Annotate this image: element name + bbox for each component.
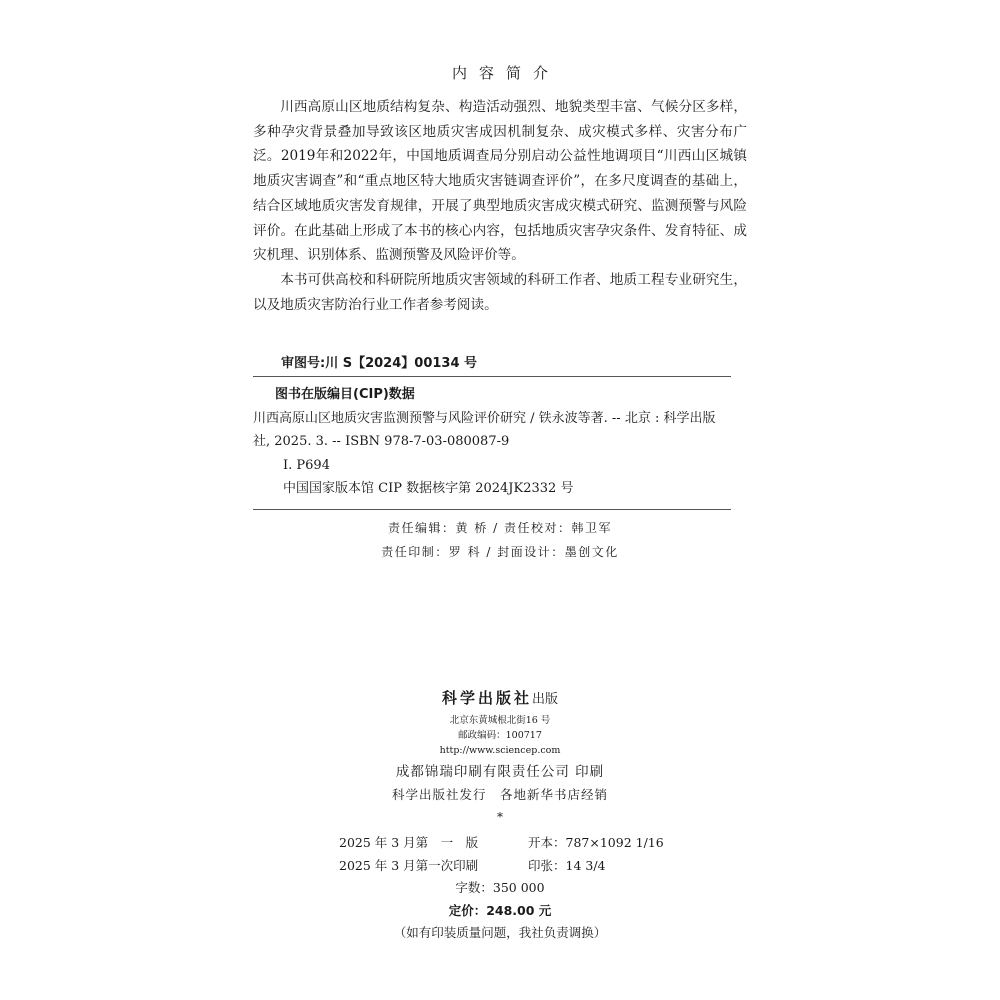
- publisher-line: [0, 685, 1000, 713]
- map-review-number: 审图号:川 S【2024】00134 号: [281, 356, 478, 371]
- printer: 成都锦瑞印刷有限责任公司 印刷: [395, 764, 605, 780]
- cip-bottom-rule: [253, 509, 731, 510]
- publisher-block: [0, 685, 1000, 828]
- cip-top-rule: [253, 376, 731, 377]
- printing: 2025 年 3 月第一次印刷: [339, 857, 479, 873]
- word-count: 字数：350 000: [455, 880, 545, 895]
- intro-title: 内容简介: [451, 64, 560, 82]
- cip-classification: Ⅰ. P694: [283, 457, 330, 473]
- publisher-suffix: 出版: [532, 692, 559, 707]
- credits-production: 责任印制：罗 科 / 封面设计：墨创文化: [381, 545, 619, 559]
- intro-paragraph: 川西高原山区地质结构复杂、构造活动强烈、地貌类型丰富、气候分区多样，多种孕灾背景叠加导致该区地质灾害成因机制复杂、成灾模式多样、灾害分布广泛。2019年和2022年，中国地质调查局分别启动公益性地调项目“川西山区城镇地质灾害调查”和“重点地区特大地质灾害链调查评价”，在多尺度调查的基础上，结合区域地质灾害发育规律，开展了典型地质灾害成灾模式研究、监测预警与风险评价。在此基础上形成了本书的核心内容，包括地质灾害孕灾条件、发育特征、成灾机理、识别体系、监测预警及风险评价等。: [253, 99, 747, 264]
- publisher-url: http://www.sciencep.com: [439, 745, 561, 756]
- intro-text: [253, 95, 747, 317]
- separator-star: *: [497, 810, 503, 824]
- quality-notice: （如有印装质量问题，我社负责调换）: [393, 925, 607, 940]
- credits: [0, 516, 1000, 564]
- price: 定价：248.00 元: [448, 902, 552, 918]
- edition-specs: [0, 832, 1000, 945]
- publisher-address: 北京东黄城根北街16 号: [449, 715, 551, 726]
- format: 开本：787×1092 1/16: [528, 835, 664, 850]
- credits-editors: 责任编辑：黄 桥 / 责任校对：韩卫军: [388, 521, 612, 535]
- spec-row-printing: [0, 855, 1000, 878]
- cip-catalog-number: 中国国家版本馆 CIP 数据核字第 2024JK2332 号: [283, 481, 574, 496]
- publisher-postcode: 邮政编码：100717: [458, 730, 542, 741]
- cip-entry: 川西高原山区地质灾害监测预警与风险评价研究 / 铁永波等著. -- 北京 : 科学出版社, 2025. 3. -- ISBN 978-7-03-080087-9: [253, 410, 716, 449]
- cip-title: 图书在版编目(CIP)数据: [275, 387, 415, 402]
- edition: 2025 年 3 月第 一 版: [339, 835, 479, 850]
- cip-block: [253, 383, 731, 501]
- distribution: 科学出版社发行 各地新华书店经销: [391, 787, 608, 802]
- intro-paragraph: 本书可供高校和科研院所地质灾害领域的科研工作者、地质工程专业研究生，以及地质灾害防治行业工作者参考阅读。: [253, 271, 747, 313]
- sheets: 印张：14 3/4: [528, 857, 606, 873]
- spec-row-edition: [0, 832, 1000, 855]
- publisher-name: 科学出版社: [441, 689, 532, 707]
